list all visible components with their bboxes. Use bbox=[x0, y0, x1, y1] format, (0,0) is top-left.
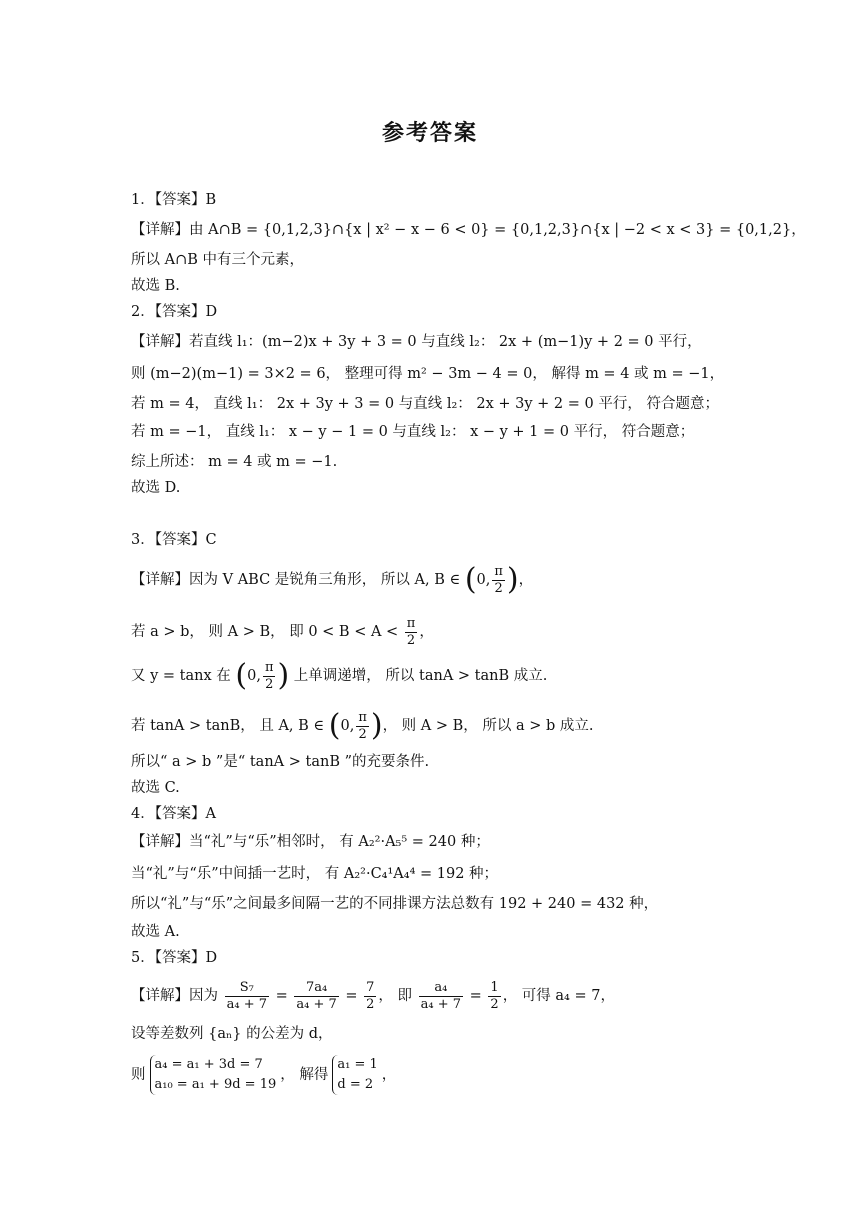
pi-over-2 bbox=[356, 710, 369, 743]
s7-fraction bbox=[225, 980, 269, 1013]
q1-line2: 所以 A∩B 中有三个元素， bbox=[131, 252, 304, 268]
system-row: a₁ = 1 bbox=[337, 1057, 378, 1072]
frac-den: 2 bbox=[265, 676, 274, 692]
right-paren: ) bbox=[506, 562, 519, 597]
frac-num: π bbox=[406, 615, 416, 631]
q3-line3 bbox=[131, 656, 547, 696]
q3-line4-end: ， 则 A > B， 所以 a > b 成立. bbox=[382, 718, 594, 734]
q3-answer: 3．【答案】C bbox=[131, 532, 217, 548]
left-paren: ( bbox=[235, 658, 248, 693]
q3-comma: ， bbox=[518, 572, 534, 588]
page-title: 参考答案 bbox=[381, 121, 478, 146]
q3-zero: 0, bbox=[247, 668, 261, 684]
left-paren: ( bbox=[464, 562, 477, 597]
q3-detail bbox=[131, 560, 533, 600]
a4-fraction bbox=[419, 980, 463, 1013]
q1-answer: 1．【答案】B bbox=[131, 192, 217, 208]
q3-line3-text: 又 y = tanx 在 bbox=[131, 668, 236, 684]
equals: = bbox=[340, 988, 363, 1004]
left-paren: ( bbox=[328, 708, 341, 743]
frac-den: a₄ + 7 bbox=[296, 996, 337, 1012]
right-paren: ) bbox=[370, 708, 383, 743]
frac-den: a₄ + 7 bbox=[226, 996, 267, 1012]
q4-line3: 所以“礼”与“乐”之间最多间隔一艺的不同排课方法总数有 192 + 240 = 432 种， bbox=[131, 896, 659, 912]
frac-den: 2 bbox=[490, 996, 499, 1012]
one-half-fraction bbox=[488, 980, 500, 1013]
frac-num: 7a₄ bbox=[294, 980, 338, 997]
q5-detail-text: 【详解】因为 bbox=[131, 988, 223, 1004]
q2-line3: 若 m = 4， 直线 l₁： 2x + 3y + 3 = 0 与直线 l₂： 2x + 3y + 2 = 0 平行， 符合题意； bbox=[131, 396, 719, 412]
q5-ji: ， 即 bbox=[378, 988, 417, 1004]
q2-line2: 则 (m−2)(m−1) = 3×2 = 6， 整理可得 m² − 3m − 4 = 0， 解得 m = 4 或 m = −1， bbox=[131, 366, 725, 382]
system-row: a₄ = a₁ + 3d = 7 bbox=[154, 1057, 263, 1072]
q1-detail: 【详解】由 A∩B = {0,1,2,3}∩{x | x² − x − 6 < 0} = {0,1,2,3}∩{x | −2 < x < 3} = {0,1,2}， bbox=[131, 222, 806, 238]
q2-detail: 【详解】若直线 l₁：(m−2)x + 3y + 3 = 0 与直线 l₂： 2x + (m−1)y + 2 = 0 平行， bbox=[131, 334, 702, 350]
q5-line3 bbox=[131, 1054, 396, 1096]
q2-answer: 2．【答案】D bbox=[131, 304, 218, 320]
q3-zero: 0, bbox=[476, 572, 491, 588]
q3-line2 bbox=[131, 612, 434, 652]
q5-detail bbox=[131, 976, 615, 1016]
equation-system-2 bbox=[332, 1055, 377, 1095]
pi-over-2 bbox=[263, 660, 276, 693]
frac-num: a₄ bbox=[419, 980, 463, 997]
q4-line4: 故选 A. bbox=[131, 924, 180, 940]
q3-zero: 0, bbox=[340, 718, 355, 734]
q2-line5: 综上所述： m = 4 或 m = −1. bbox=[131, 454, 338, 470]
q5-answer: 5．【答案】D bbox=[131, 950, 218, 966]
q1-line3: 故选 B. bbox=[131, 278, 180, 294]
q3-line3-end: 上单调递增， 所以 tanA > tanB 成立. bbox=[289, 668, 548, 684]
q3-detail-text: 【详解】因为 V ABC 是锐角三角形， 所以 A, B ∈ bbox=[131, 572, 465, 588]
q5-line2: 设等差数列 {aₙ} 的公差为 d， bbox=[131, 1026, 333, 1042]
q3-comma: ， bbox=[419, 624, 434, 640]
q2-line6: 故选 D. bbox=[131, 480, 181, 496]
frac-num: S₇ bbox=[225, 980, 269, 997]
frac-num: π bbox=[264, 659, 274, 675]
q5-ze: 则 bbox=[131, 1067, 146, 1083]
equals: = bbox=[465, 988, 487, 1004]
right-paren: ) bbox=[277, 658, 290, 693]
equals: = bbox=[271, 988, 293, 1004]
system-row: d = 2 bbox=[337, 1077, 374, 1092]
frac-num: 1 bbox=[490, 979, 499, 995]
system-row: a₁₀ = a₁ + 9d = 19 bbox=[154, 1077, 277, 1092]
frac-den: a₄ + 7 bbox=[420, 996, 462, 1012]
q4-detail: 【详解】当“礼”与“乐”相邻时， 有 A₂²·A₅⁵ = 240 种； bbox=[131, 834, 490, 850]
frac-den: 2 bbox=[406, 632, 416, 648]
q5-detail-end: ， 可得 a₄ = 7， bbox=[502, 988, 615, 1004]
q3-line2-text: 若 a > b， 则 A > B， 即 0 < B < A < bbox=[131, 624, 403, 640]
q2-line4: 若 m = −1， 直线 l₁： x − y − 1 = 0 与直线 l₂： x − y + 1 = 0 平行， 符合题意； bbox=[131, 424, 695, 440]
equation-system-1 bbox=[150, 1055, 277, 1095]
q3-line6: 故选 C. bbox=[131, 780, 180, 796]
frac-den: 2 bbox=[358, 726, 367, 742]
frac-num: π bbox=[358, 709, 367, 725]
q3-line5: 所以“ a > b ”是“ tanA > tanB ”的充要条件. bbox=[131, 754, 430, 770]
q5-jiede: ， 解得 bbox=[280, 1067, 329, 1083]
frac-num: π bbox=[494, 563, 503, 579]
q3-line4 bbox=[131, 706, 594, 746]
frac-den: 2 bbox=[494, 580, 503, 596]
q3-line4-text: 若 tanA > tanB， 且 A, B ∈ bbox=[131, 718, 329, 734]
7a4-fraction bbox=[294, 980, 338, 1013]
pi-over-2 bbox=[492, 564, 505, 597]
q4-line2: 当“礼”与“乐”中间插一艺时， 有 A₂²·C₄¹A₄⁴ = 192 种； bbox=[131, 866, 499, 882]
pi-over-2 bbox=[405, 616, 418, 649]
q5-end: ， bbox=[381, 1067, 397, 1083]
frac-den: 2 bbox=[366, 996, 375, 1012]
seven-half-fraction bbox=[364, 980, 376, 1013]
frac-num: 7 bbox=[366, 979, 375, 995]
q4-answer: 4．【答案】A bbox=[131, 806, 216, 822]
